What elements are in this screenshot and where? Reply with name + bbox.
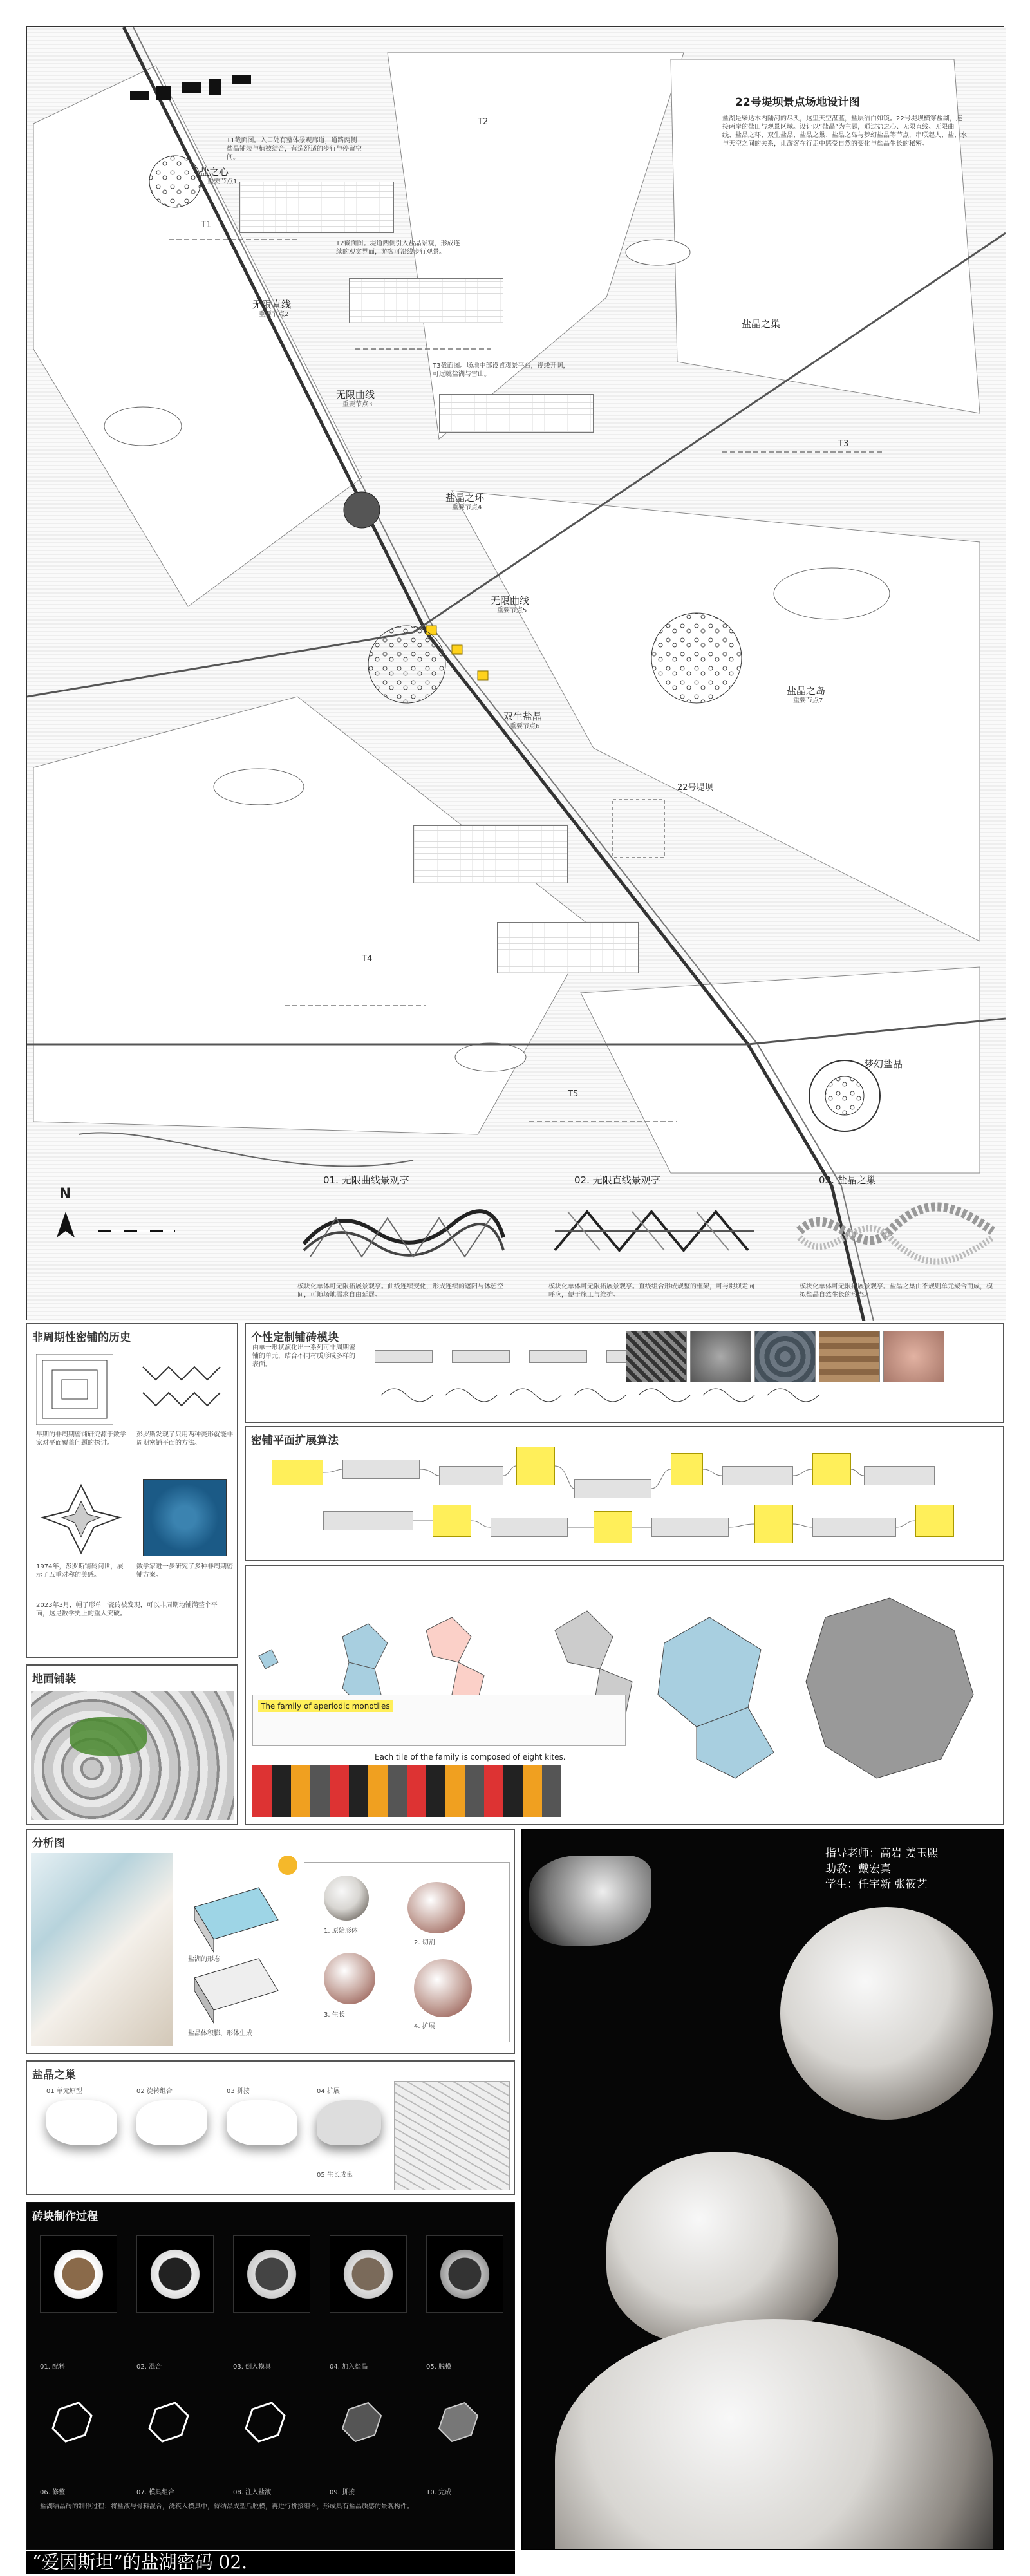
section-label-t3: T3	[838, 439, 849, 449]
nest-step-1-image	[46, 2100, 117, 2145]
node-label: 双生盐晶	[503, 711, 543, 722]
pavilion-title-2: 02. 无限直线景观亭	[574, 1174, 660, 1186]
texture-swatch-1	[626, 1331, 687, 1382]
texture-swatch-3	[754, 1331, 816, 1382]
model-sphere-3	[555, 2319, 993, 2550]
map-heading: 22号堤坝景点场地设计图	[735, 96, 860, 109]
road-label: 22号堤坝	[677, 783, 713, 793]
analysis-label-2: 盐晶体积膨、形体生成	[188, 2030, 252, 2037]
texture-swatch-2	[690, 1331, 751, 1382]
map-description: 盐湖是柴达木内陆河的尽头，这里天空湛蓝，盐层洁白如镜。22号堤坝横穿盐湖，连接两岸的盐田与观景区域。设计以“盐晶”为主题，通过盐之心、无限直线、无限曲线、盐晶之环、双生盐晶、盐晶之巢、盐晶之岛与梦幻盐晶等节点，串联起人、盐、水与天空之间的关系，让游客在行走中感受自然的变化与盐晶生长的秘密。	[722, 115, 967, 147]
section-drawing-t4	[413, 825, 568, 883]
process-caption: 01. 配料	[40, 2364, 66, 2371]
pavilion-text-3: 模块化单体可无限拓展景观亭。盐晶之巢由不规则单元聚合而成，模拟盐晶自然生长的形态。	[800, 1283, 993, 1299]
node-sub: 重要节点6	[510, 723, 540, 730]
dome-2	[407, 1882, 465, 1933]
texture-swatch-4	[819, 1331, 880, 1382]
section-label-t1: T1	[201, 220, 212, 230]
history-pattern-2	[136, 1354, 227, 1425]
node-label: 无限曲线	[491, 595, 530, 606]
advisor-text: 指导老师：高岩 姜玉熙	[825, 1847, 939, 1860]
history-pattern-4	[143, 1479, 227, 1556]
process-caption: 10. 完成	[426, 2489, 452, 2496]
process-caption: 05. 脱模	[426, 2364, 452, 2371]
process-outlines	[27, 2383, 515, 2487]
process-photo	[136, 2235, 214, 2313]
model-photo-panel	[521, 1829, 1004, 2550]
node-label: 无限直线	[252, 299, 292, 310]
custom-note: 由单一形状演化出一系列可非周期密铺的单元，结合不同材质形成多样的表面。	[252, 1344, 355, 1368]
pavilion-curve-image	[297, 1192, 510, 1270]
flow-node	[375, 1350, 433, 1363]
nest-step-4-image	[317, 2100, 381, 2145]
dome-4	[414, 1959, 472, 2017]
family-caption: Each tile of the family is composed of eight kites.	[375, 1753, 566, 1762]
north-label: N	[59, 1186, 71, 1202]
section-label-t2: T2	[478, 117, 489, 127]
pavilion-title-3: 03. 盐晶之巢	[819, 1174, 876, 1186]
section-drawing-t3	[439, 394, 594, 433]
flow-node	[529, 1350, 587, 1363]
process-title: 砖块制作过程	[32, 2210, 98, 2223]
nest-panel	[26, 2060, 515, 2195]
node-label: 梦幻盐晶	[864, 1058, 903, 1070]
sun-icon	[278, 1856, 297, 1875]
section-drawing-t1	[239, 182, 394, 233]
grass-patch	[70, 1717, 147, 1756]
dome-step-1: 1. 原始形体	[324, 1928, 358, 1935]
history-title: 非周期性密铺的历史	[32, 1331, 131, 1344]
process-caption: 06. 修整	[40, 2489, 66, 2496]
analysis-label-1: 盐湖的形态	[188, 1956, 220, 1963]
history-pattern-1	[36, 1354, 113, 1425]
algorithm-wires	[246, 1427, 1004, 1561]
colour-tiles	[252, 1765, 561, 1817]
history-panel	[26, 1323, 238, 1658]
nest-step-2: 02 旋转组合	[136, 2088, 173, 2095]
ground-title: 地面铺装	[32, 1673, 76, 1686]
model-sphere-1	[780, 1907, 993, 2120]
model-fragment	[529, 1856, 651, 1946]
tile-family-panel	[245, 1565, 1004, 1825]
nest-step-1: 01 单元原型	[46, 2088, 82, 2095]
node-sub: 重要节点4	[452, 504, 482, 511]
texture-swatch-5	[883, 1331, 944, 1382]
model-sphere-2	[606, 2152, 838, 2345]
dome-step-4: 4. 扩展	[414, 2023, 435, 2030]
history-text-3: 1974年，彭罗斯铺砖问世，展示了五重对称的美感。	[36, 1563, 124, 1579]
nest-step-2-image	[136, 2100, 207, 2145]
algorithm-panel	[245, 1426, 1004, 1561]
pavilion-line-image	[548, 1192, 761, 1270]
nest-title: 盐晶之巢	[32, 2069, 76, 2082]
custom-tile-panel	[245, 1323, 1004, 1423]
process-photo	[330, 2235, 407, 2313]
dome-diagram	[304, 1862, 510, 2042]
dome-step-3: 3. 生长	[324, 2011, 345, 2018]
scale-bar	[98, 1230, 175, 1232]
ground-panel	[26, 1664, 238, 1825]
process-caption: 08. 注入盐液	[233, 2489, 272, 2496]
process-panel	[26, 2202, 515, 2550]
dome-1	[324, 1876, 369, 1921]
nest-step-4: 04 扩展	[317, 2088, 340, 2095]
family-box	[252, 1695, 626, 1746]
section-drawing-t2	[349, 278, 503, 323]
section-label-t4: T4	[362, 954, 373, 964]
node-sub: 重要节点2	[259, 311, 289, 318]
node-sub: 重要节点1	[207, 178, 238, 185]
process-caption: 09. 拼接	[330, 2489, 355, 2496]
algorithm-title: 密铺平面扩展算法	[251, 1434, 339, 1447]
node-label: 盐晶之巢	[742, 318, 781, 330]
process-photo	[426, 2235, 503, 2313]
nest-step-5: 05 生长成巢	[317, 2172, 353, 2179]
process-photo	[40, 2235, 117, 2313]
history-pattern-3	[36, 1479, 126, 1556]
history-text-2: 彭罗斯发现了只用两种菱形就能非周期密铺平面的方法。	[136, 1431, 233, 1447]
analysis-title: 分析图	[32, 1837, 65, 1850]
poster-footer-title: “爱因斯坦”的盐湖密码 02.	[26, 2551, 515, 2574]
history-text-5: 2023年3月，帽子形单一瓷砖被发现，可以非周期地铺满整个平面，这是数学史上的重大突破。	[36, 1602, 218, 1617]
students-text: 学生：任宇新 张筱艺	[825, 1878, 928, 1891]
site-map	[26, 26, 1004, 1320]
section-text-t1: T1截面图。入口处有整体景观廊道，道路两侧盐晶铺装与植被结合，营造舒适的步行与停留空间。	[227, 137, 362, 161]
salt-lake-photo	[31, 1853, 173, 2046]
family-label: The family of aperiodic monotiles	[258, 1700, 393, 1712]
dome-step-2: 2. 切割	[414, 1939, 435, 1946]
nest-step-3-image	[227, 2100, 297, 2145]
pavilion-text-1: 模块化单体可无限拓展景观亭。曲线连续变化，形成连续的遮阳与休憩空间，可随场地需求自由延展。	[297, 1283, 503, 1299]
salt-nest-image	[793, 1192, 999, 1270]
process-note: 盐湖结晶砖的制作过程：将盐液与骨料混合，浇筑入模具中，待结晶成型后脱模，再进行拼接组合，形成具有盐晶质感的景观构件。	[40, 2503, 413, 2510]
section-text-t2: T2截面图。堤道两侧引入盐晶景观，形成连续的观赏界面，游客可沿线步行观景。	[336, 240, 460, 256]
process-caption: 02. 混合	[136, 2364, 162, 2371]
section-label-t5: T5	[568, 1089, 579, 1099]
pavilion-text-2: 模块化单体可无限拓展景观亭。直线组合形成规整的框架，可与堤坝走向呼应，便于施工与维护。	[548, 1283, 754, 1299]
section-text-t3: T3截面图。场地中部设置观景平台，视线开阔，可远眺盐湖与雪山。	[433, 362, 570, 378]
node-label: 盐晶之岛	[787, 685, 826, 697]
north-arrow-icon	[50, 1209, 76, 1241]
pavilion-title-1: 01. 无限曲线景观亭	[323, 1174, 409, 1186]
node-sub: 重要节点5	[497, 607, 527, 614]
site-map-drawing	[27, 27, 1006, 1321]
analysis-panel	[26, 1829, 515, 2054]
process-caption: 03. 倒入模具	[233, 2364, 272, 2371]
history-text-4: 数学家进一步研究了多种非周期密铺方案。	[136, 1563, 233, 1579]
custom-title: 个性定制铺砖模块	[251, 1331, 339, 1344]
flow-node	[452, 1350, 510, 1363]
node-sub: 重要节点3	[342, 401, 373, 408]
ta-text: 助教：戴宏真	[825, 1863, 891, 1876]
process-caption: 04. 加入盐晶	[330, 2364, 368, 2371]
section-drawing-t5	[497, 922, 639, 973]
dome-3	[324, 1953, 375, 2004]
process-photo	[233, 2235, 310, 2313]
nest-step-3: 03 拼接	[227, 2088, 250, 2095]
node-label: 无限曲线	[336, 389, 375, 400]
nest-step-5-image	[394, 2081, 510, 2190]
node-label: 盐晶之环	[445, 492, 485, 503]
node-label: 盐之心	[200, 166, 229, 178]
node-sub: 重要节点7	[793, 697, 823, 704]
process-caption: 07. 模具组合	[136, 2489, 175, 2496]
ground-photo	[31, 1691, 234, 1820]
history-text-1: 早期的非周期密铺研究源于数学家对平面覆盖问题的探讨。	[36, 1431, 126, 1447]
